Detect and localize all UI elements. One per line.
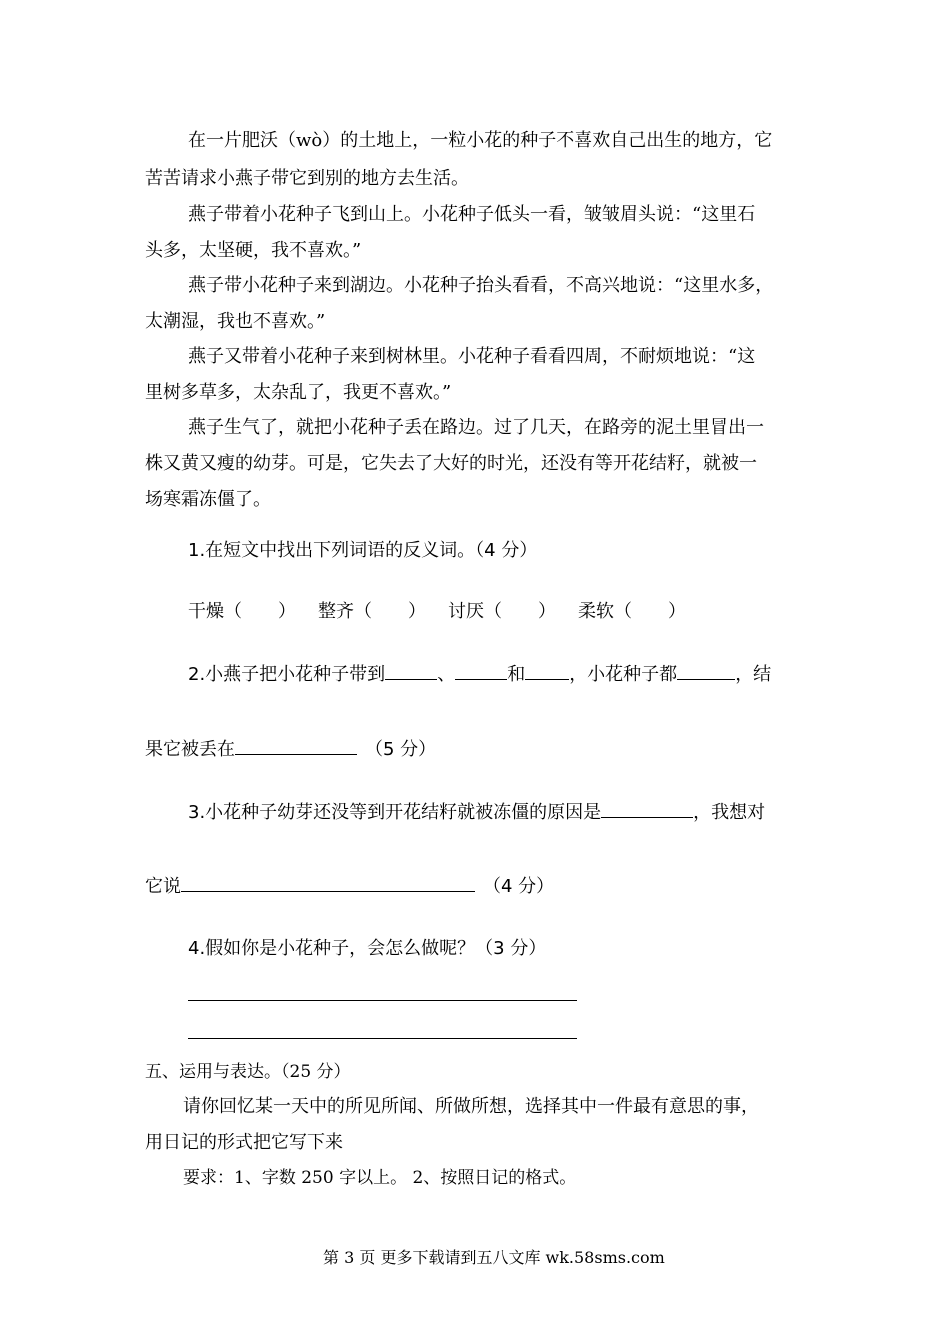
passage-paragraph-3-line-1: 燕子带小花种子来到湖边。小花种子抬头看看，不高兴地说：“这里水多，: [188, 275, 774, 296]
question-4: 4.假如你是小花种子，会怎么做呢？（3 分）: [188, 938, 547, 959]
question-3-text-a: 3.小花种子幼芽还没等到开花结籽就被冻僵的原因是: [188, 802, 602, 823]
question-2-text-a: 2.小燕子把小花种子带到: [188, 664, 386, 685]
passage-paragraph-2-line-1: 燕子带着小花种子飞到山上。小花种子低头一看，皱皱眉头说：“这里石: [188, 204, 756, 225]
answer-blank[interactable]: [525, 661, 569, 680]
question-2-line-1: [188, 660, 771, 686]
passage-paragraph-4-line-2: 里树多草多，太杂乱了，我更不喜欢。”: [145, 382, 452, 403]
passage-paragraph-5-line-3: 场寒霜冻僵了。: [145, 489, 271, 510]
question-1: 1.在短文中找出下列词语的反义词。（4 分）: [188, 540, 538, 561]
page-footer: 第 3 页 更多下载请到五八文库 wk.58sms.com: [323, 1248, 665, 1267]
question-3-line-2: [145, 872, 554, 898]
section-5-prompt-line-2: 用日记的形式把它写下来: [145, 1132, 343, 1153]
answer-blank[interactable]: [455, 661, 507, 680]
question-2-line-2: [145, 735, 436, 761]
answer-blank[interactable]: [235, 736, 357, 755]
question-2-text-c: 和: [507, 664, 526, 685]
word-dislike: 讨厌（ ）: [448, 601, 556, 622]
passage-paragraph-5-line-2: 株又黄又瘦的幼芽。可是，它失去了大好的时光，还没有等开花结籽，就被一: [145, 453, 757, 474]
answer-line-2[interactable]: [188, 1038, 577, 1039]
answer-blank[interactable]: [385, 661, 437, 680]
answer-blank[interactable]: [181, 873, 475, 892]
word-neat: 整齐（ ）: [318, 601, 426, 622]
question-2-text-d: ，小花种子都: [569, 664, 678, 685]
passage-paragraph-1-line-2: 苦苦请求小燕子带它到别的地方去生活。: [145, 168, 469, 189]
section-5-prompt-line-1: 请你回忆某一天中的所见所闻、所做所想，选择其中一件最有意思的事，: [183, 1096, 759, 1117]
section-5-title: 五、运用与表达。（25 分）: [145, 1062, 351, 1082]
passage-paragraph-4-line-1: 燕子又带着小花种子来到树林里。小花种子看看四周，不耐烦地说：“这: [188, 346, 756, 367]
passage-paragraph-2-line-2: 头多，太坚硬，我不喜欢。”: [145, 240, 362, 261]
word-soft: 柔软（ ）: [578, 601, 686, 622]
answer-blank[interactable]: [601, 799, 693, 818]
question-3-line-1: [188, 798, 765, 824]
question-2-text-e: ，结: [735, 664, 772, 685]
passage-paragraph-1-line-1: 在一片肥沃（wò）的土地上，一粒小花的种子不喜欢自己出生的地方，它: [188, 130, 773, 151]
question-1-word-list: [188, 597, 686, 623]
section-5-requirements: 要求：1、字数 250 字以上。 2、按照日记的格式。: [183, 1168, 577, 1188]
question-2-text-b: 、: [437, 664, 456, 685]
question-2-text-f: 果它被丢在: [145, 739, 235, 760]
answer-line-1[interactable]: [188, 1000, 577, 1001]
question-3-text-c: 它说: [145, 876, 181, 897]
passage-paragraph-3-line-2: 太潮湿，我也不喜欢。”: [145, 311, 326, 332]
question-2-points: （5 分）: [365, 739, 437, 760]
question-3-points: （4 分）: [483, 876, 555, 897]
word-dry: 干燥（ ）: [188, 601, 296, 622]
passage-paragraph-5-line-1: 燕子生气了，就把小花种子丢在路边。过了几天，在路旁的泥土里冒出一: [188, 417, 764, 438]
answer-blank[interactable]: [677, 661, 735, 680]
question-3-text-b: ，我想对: [693, 802, 766, 823]
